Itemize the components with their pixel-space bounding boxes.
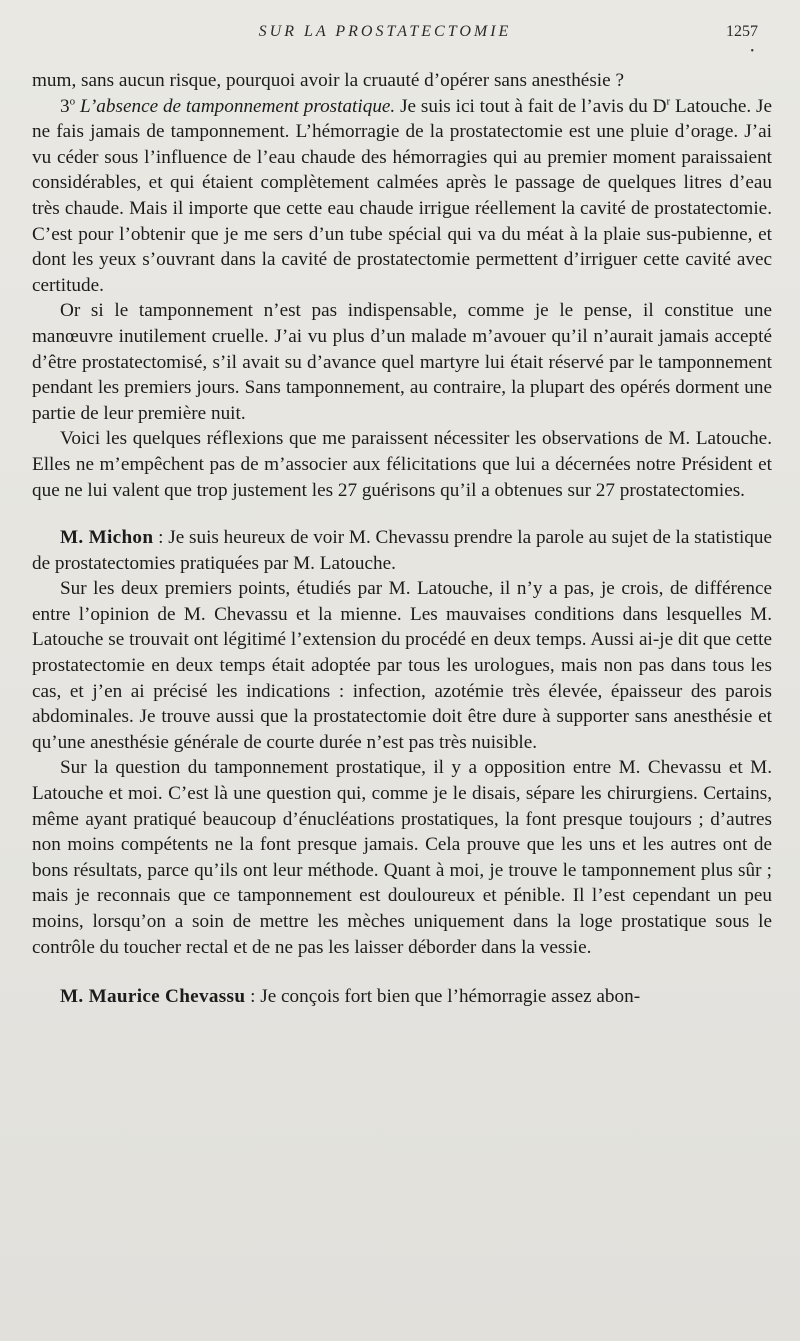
header-mark: • [750,46,754,57]
paragraph-8-text: : Je conçois fort bien que l’hémorragie assez abon- [245,986,641,1008]
paragraph-2-text-b: Latouche. Je ne fais jamais de tamponnement. L’hémorragie de la prostatectomie est une pluie d’orage. J’ai vu céder sous l’influence de l’eau chaude des hémorragies qui au premier moment paraissaient considérables, et qui étaient complètement calmées après le passage de quelques litres d’eau très chaude. Mais il importe que cette eau chaude irrigue réellement la cavité de prostatectomie. C’est pour l’obtenir que je me sers d’un tube spécial qui va du méat à la plaie sus-pubienne, et dont les yeux s’ouvrant dans la cavité de prostatectomie permettent d’irriguer cette cavité avec certitude. [32,95,772,296]
paragraph-2-text-a: Je suis ici tout à fait de l’avis du D [395,95,667,117]
paragraph-3-text: Or si le tamponnement n’est pas indispensable, comme je le pense, il constitue une manœuvre inutilement cruelle. J’ai vu plus d’un malade m’avouer qu’il n’aurait jamais accepté d’être prostatectomisé, s’il avait su d’avance quel martyre lui était réservé par le tamponnement pendant les premiers jours. Sans tamponnement, au contraire, la plupart des opérés dorment une partie de leur première nuit. [32,300,772,424]
paragraph-1-text: mum, sans aucun risque, pourquoi avoir la cruauté d’opérer sans anesthésie ? [32,70,624,91]
doctor-abbrev-sup: r [666,95,671,108]
paragraph-4-text: Voici les quelques réflexions que me paraissent nécessiter les observations de M. Latouche. Elles ne m’empêchent pas de m’associer aux félicitations que lui a décernées notre Président et que ne lui valent que trop justement les 27 guérisons qu’il a obtenues sur 27 prostatectomies. [32,428,772,501]
paragraph-7 [32,755,772,960]
running-title: SUR LA PROSTATECTOMIE [258,23,512,40]
page-number: 1257 [726,23,758,40]
paragraph-6-text: Sur les deux premiers points, étudiés par M. Latouche, il n’y a pas, je crois, de différence entre l’opinion de M. Chevassu et la mienne. Les mauvaises conditions dans lesquelles M. Latouche se trouvait ont légitimé l’extension du procédé en deux temps. Aussi ai-je dit que cette prostatectomie en deux temps était adoptée par tous les urologues, mais non pas dans tous les cas, et j’en ai précisé les indications : infection, azotémie très élevée, épaisseur des parois abdominales. Je trouve aussi que la prostatectomie doit être dure à supporter sans anesthésie et qu’une anesthésie générale de courte durée n’est pas très nuisible. [32,578,772,753]
point-number: 3 [60,95,70,117]
speaker-name: M. Maurice Chevassu [60,986,246,1008]
speaker-name: M. Michon [60,527,154,549]
body-text [32,68,772,1010]
paragraph-6 [32,576,772,755]
paragraph-1 [32,68,772,94]
paragraph-4 [32,426,772,503]
paragraph-3 [32,298,772,426]
paragraph-5 [32,525,772,576]
paragraph-8 [32,984,772,1010]
page-header [0,22,800,57]
point-number-sup: o [69,95,76,108]
paragraph-7-text: Sur la question du tamponnement prostatique, il y a opposition entre M. Chevassu et M. Latouche et moi. C’est là une question qui, comme je le disais, sépare les chirurgiens. Certains, même ayant pratiqué beaucoup d’énucléations prostatiques, la font presque toujours ; d’autres non moins compétents ne la font presque jamais. Cela prouve que les uns et les autres ont de bons résultats, parce qu’ils ont leur méthode. Quant à moi, je trouve le tamponnement plus sûr ; mais je reconnais que ce tamponnement est douloureux et pénible. Il l’est cependant un peu moins, lorsqu’on a soin de mettre les mèches uniquement dans la loge prostatique sous le contrôle du toucher rectal et de ne pas les laisser déborder dans la vessie. [32,757,772,958]
section-title: L’absence de tamponnement prostatique. [79,95,396,117]
paragraph-5-text: : Je suis heureux de voir M. Chevassu prendre la parole au sujet de la statistique de prostatectomies pratiquées par M. Latouche. [32,527,772,574]
paragraph-2 [32,94,772,299]
